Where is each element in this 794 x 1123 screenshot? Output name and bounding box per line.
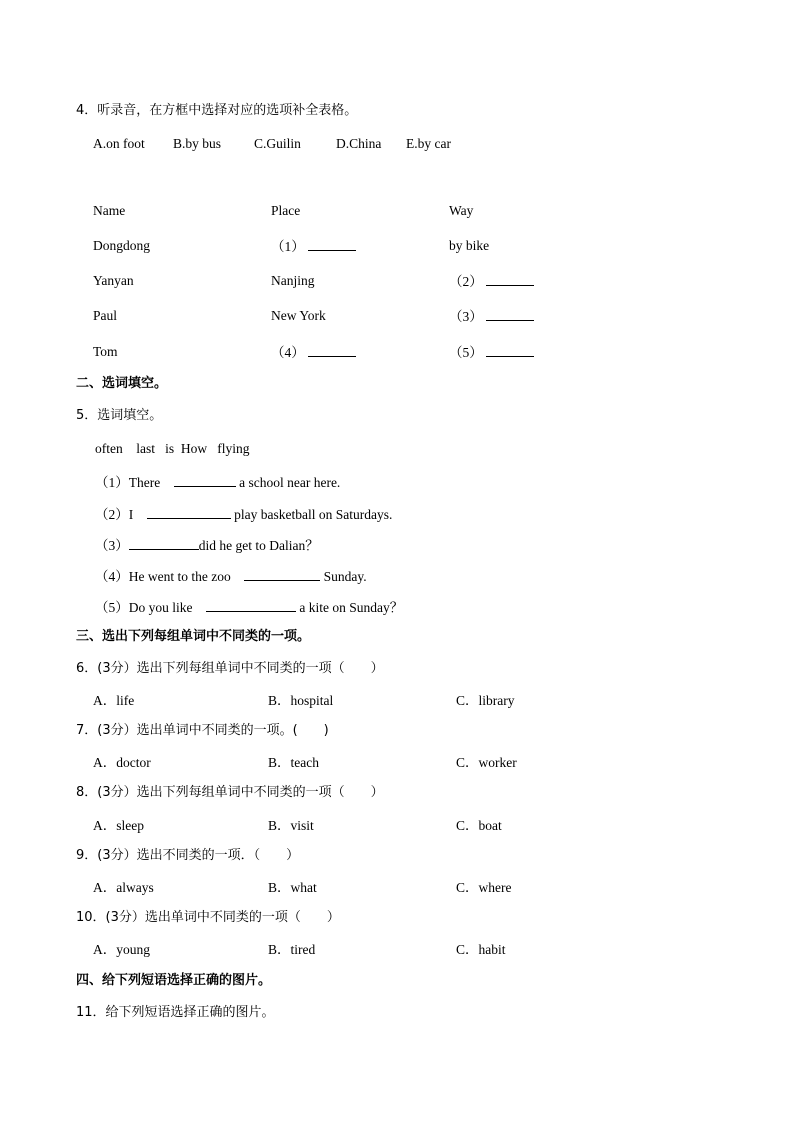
answer-blank[interactable] [486, 273, 534, 286]
fill-item: （5）Do you like a kite on Sunday？ [95, 600, 404, 615]
q11-title: 11．给下列短语选择正确的图片。 [76, 1005, 275, 1020]
word: often [95, 441, 123, 456]
choice-b[interactable]: B．tired [268, 942, 316, 957]
fill-item: （2）I play basketball on Saturdays. [95, 507, 393, 522]
answer-blank[interactable] [206, 599, 296, 612]
choice-c[interactable]: C．boat [456, 818, 502, 833]
fill-item: （4）He went to the zoo Sunday. [95, 569, 367, 584]
choice-c[interactable]: C．worker [456, 755, 517, 770]
table-cell-name: Paul [93, 308, 118, 323]
question-stem: 10．(3分）选出单词中不同类的一项（ ） [76, 910, 340, 925]
table-header-place: Place [271, 203, 301, 218]
answer-blank[interactable] [486, 308, 534, 321]
choice-a[interactable]: A．sleep [93, 818, 144, 833]
choice-a[interactable]: A．doctor [93, 755, 151, 770]
q4-option-a: A.on foot [93, 136, 145, 151]
table-cell-way: （5） [449, 344, 534, 361]
q5-title: 5．选词填空。 [76, 408, 163, 423]
table-cell-name: Dongdong [93, 238, 150, 253]
choice-a[interactable]: A．always [93, 880, 154, 895]
answer-blank[interactable] [147, 506, 231, 519]
table-cell-way: （2） [449, 273, 534, 290]
answer-blank[interactable] [244, 568, 320, 581]
table-cell-place: New York [271, 308, 326, 323]
table-cell-place: （4） [271, 344, 356, 361]
choice-b[interactable]: B．what [268, 880, 317, 895]
question-stem: 6．(3分）选出下列每组单词中不同类的一项（ ） [76, 661, 384, 676]
word: flying [217, 441, 250, 456]
table-cell-way: by bike [449, 238, 490, 253]
question-stem: 8．(3分）选出下列每组单词中不同类的一项（ ） [76, 785, 384, 800]
choice-b[interactable]: B．hospital [268, 693, 334, 708]
word: is [165, 441, 175, 456]
question-stem: 9．(3分）选出不同类的一项．（ ） [76, 848, 300, 863]
choice-a[interactable]: A．life [93, 693, 135, 708]
choice-b[interactable]: B．visit [268, 818, 314, 833]
answer-blank[interactable] [308, 238, 356, 251]
section-title: 四、给下列短语选择正确的图片。 [76, 973, 272, 988]
table-cell-name: Yanyan [93, 273, 134, 288]
answer-blank[interactable] [129, 537, 199, 550]
choice-c[interactable]: C．habit [456, 942, 506, 957]
table-header-name: Name [93, 203, 126, 218]
table-cell-place: Nanjing [271, 273, 315, 288]
fill-item: （3） did he get to Dalian？ [95, 538, 319, 553]
section-title: 三、选出下列每组单词中不同类的一项。 [76, 629, 311, 644]
q4-option-e: E.by car [406, 136, 451, 151]
q4-option-d: D.China [336, 136, 382, 151]
word: last [136, 441, 155, 456]
table-header-way: Way [449, 203, 474, 218]
table-cell-way: （3） [449, 308, 534, 325]
choice-b[interactable]: B．teach [268, 755, 319, 770]
q4-title: 4．听录音，在方框中选择对应的选项补全表格。 [76, 103, 358, 118]
answer-blank[interactable] [308, 344, 356, 357]
table-cell-name: Tom [93, 344, 118, 359]
section-title: 二、选词填空。 [76, 376, 168, 391]
fill-item: （1）There a school near here. [95, 475, 341, 490]
table-cell-place: （1） [271, 238, 356, 255]
q4-option-c: C.Guilin [254, 136, 301, 151]
answer-blank[interactable] [486, 344, 534, 357]
q4-option-b: B.by bus [173, 136, 222, 151]
choice-c[interactable]: C．library [456, 693, 515, 708]
word: How [180, 441, 208, 456]
choice-c[interactable]: C．where [456, 880, 512, 895]
question-stem: 7．(3分）选出单词中不同类的一项。( ) [76, 723, 329, 738]
word-bank [95, 441, 250, 457]
choice-a[interactable]: A．young [93, 942, 150, 957]
answer-blank[interactable] [174, 474, 236, 487]
